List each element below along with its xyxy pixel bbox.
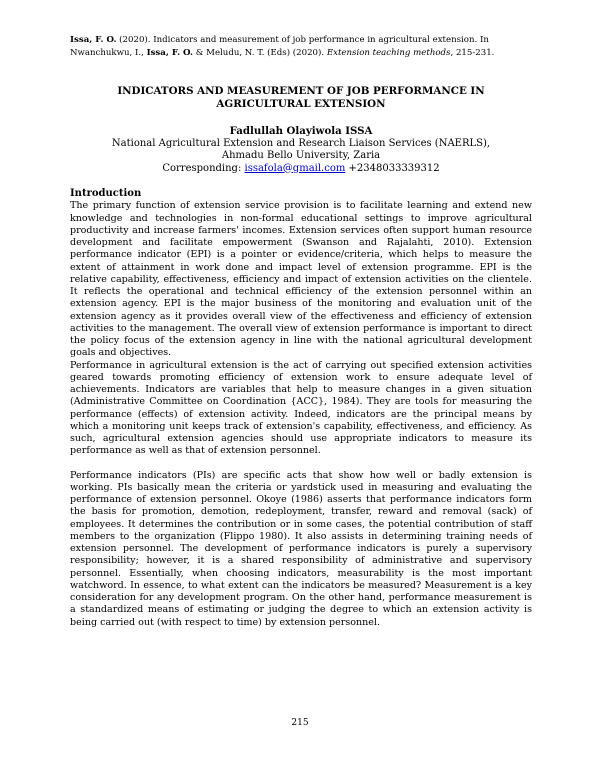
paragraph-spacer <box>70 458 532 470</box>
paragraph-2: Performance in agricultural extension is the act of carrying out specified extension activities geared towards promoting efficiency of extension work to ensure adequate level of achievements. Indicators are variables that help to measure changes in a given situation (Administrative Committee on Coordination {ACC}, 1984). They are tools for measuring the performance (effects) of extension activity. Indeed, indicators are the principal means by which a monitoring unit keeps track of extension's capability, effectiveness, and efficiency. As such, agricultural extension agencies should use appropriate indicators to measure its performance as well as that of extension personnel. <box>70 359 532 457</box>
affiliation-line-1: National Agricultural Extension and Research Liaison Services (NAERLS), <box>111 137 491 149</box>
phone-number: +2348033339312 <box>345 162 440 174</box>
corresponding-line <box>70 163 532 176</box>
citation-book-title: Extension teaching methods <box>326 47 451 58</box>
author-name: Fadlullah Olayiwola ISSA <box>229 125 373 137</box>
author-block <box>70 125 532 175</box>
email-link[interactable]: issafola@gmail.com <box>244 162 346 174</box>
body-text <box>70 188 532 629</box>
paper-title: INDICATORS AND MEASUREMENT OF JOB PERFORMANCE IN AGRICULTURAL EXTENSION <box>117 85 485 110</box>
citation-text-3: , 215-231. <box>450 47 495 58</box>
citation-text-2: & Meludu, N. T. (Eds) (2020). <box>193 47 327 58</box>
paragraph-1: The primary function of extension service provision is to facilitate learning and extend new knowledge and technologies in non-formal educational settings to improve agricultural productivity and increase farmers' incomes. Extension services often support human resource development and facilitate empowerment (Swanson and Rajalahti, 2010). Extension performance indicator (EPI) is a pointer or evidence/criteria, which helps to measure the extent of attainment in work done and impact level of extension programme. EPI is the relative capability, effectiveness, efficiency and impact of extension activities on the clientele. It reflects the operational and technical efficiency of the extension personnel within an extension agency. EPI is the major business of the monitoring and evaluation unit of the extension agency as it provides overall view of the effectiveness and efficiency of extension activities to the management. The overall view of extension performance is important to direct the policy focus of the extension agency in line with the national agricultural development goals and objectives. <box>70 200 532 359</box>
citation-text-1: (2020). Indicators and measurement of job performance in agricultural extension. In Nwanchukwu, I., <box>70 35 489 58</box>
corresponding-label: Corresponding: <box>162 162 245 174</box>
affiliation-line-2: Ahmadu Bello University, Zaria <box>221 150 381 161</box>
citation-header <box>70 34 540 59</box>
paragraph-3: Performance indicators (PIs) are specific acts that show how well or badly extension is working. PIs basically mean the criteria or yardstick used in measuring and evaluating the performance of extension personnel. Okoye (1986) asserts that performance indicators form the basis for promotion, demotion, redeployment, transfer, reward and removal (sack) of employees. It determines the contribution or in some cases, the potential contribution of staff members to the organization (Flippo 1980). It also assists in determining training needs of extension personnel. The development of performance indicators is purely a supervisory responsibility; however, it is a shared responsibility of administrative and supervisory personnel. Essentially, when choosing indicators, measurability is the most important watchword. In essence, to what extent can the indicators be measured? Measurement is a key consideration for any development program. On the other hand, performance measurement is a standardized means of estimating or judging the degree to which an extension activity is being carried out (with respect to time) by extension personnel. <box>70 469 532 628</box>
section-heading: Introduction <box>70 188 142 199</box>
citation-author-1: Issa, F. O. <box>70 35 117 45</box>
citation-author-2: Issa, F. O. <box>146 47 194 58</box>
page-number: 215 <box>291 718 309 728</box>
